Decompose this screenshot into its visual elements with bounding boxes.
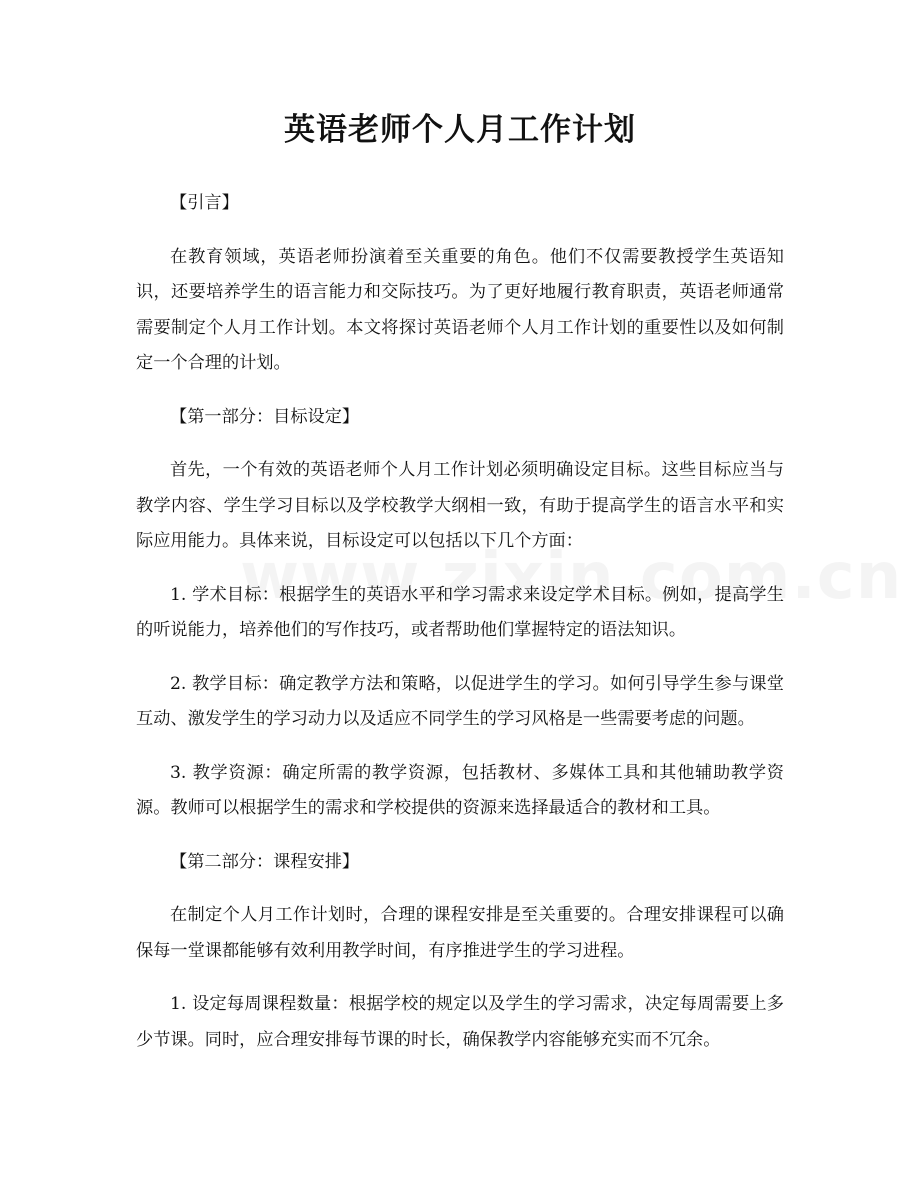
section-heading-schedule: 【第二部分：课程安排】 — [170, 851, 360, 872]
section-heading-goals: 【第一部分：目标设定】 — [170, 406, 360, 427]
section-heading-intro: 【引言】 — [170, 193, 239, 213]
list-item-teaching-resources: 3. 教学资源：确定所需的教学资源，包括教材、多媒体工具和其他辅助教学资源。教师可以根据学生的需求和学校提供的资源来选择最适合的教材和工具。 — [136, 762, 784, 818]
paragraph-schedule: 在制定个人月工作计划时，合理的课程安排是至关重要的。合理安排课程可以确保每一堂课都能够有效利用教学时间，有序推进学生的学习进程。 — [136, 905, 784, 961]
page-title: 英语老师个人月工作计划 — [284, 112, 636, 148]
paragraph-goals: 首先，一个有效的英语老师个人月工作计划必须明确设定目标。这些目标应当与教学内容、学生学习目标以及学校教学大纲相一致，有助于提高学生的语言水平和实际应用能力。具体来说，目标设定可以包括以下几个方面： — [136, 460, 784, 551]
list-item-weekly-classes: 1. 设定每周课程数量：根据学校的规定以及学生的学习需求，决定每周需要上多少节课。同时，应合理安排每节课的时长，确保教学内容能够充实而不冗余。 — [136, 994, 784, 1050]
paragraph-intro: 在教育领域，英语老师扮演着至关重要的角色。他们不仅需要教授学生英语知识，还要培养学生的语言能力和交际技巧。为了更好地履行教育职责，英语老师通常需要制定个人月工作计划。本文将探讨英语老师个人月工作计划的重要性以及如何制定一个合理的计划。 — [136, 246, 784, 373]
document-body — [136, 186, 784, 1076]
list-item-academic-goals: 1. 学术目标：根据学生的英语水平和学习需求来设定学术目标。例如，提高学生的听说能力，培养他们的写作技巧，或者帮助他们掌握特定的语法知识。 — [136, 584, 784, 640]
list-item-teaching-goals: 2. 教学目标：确定教学方法和策略，以促进学生的学习。如何引导学生参与课堂互动、激发学生的学习动力以及适应不同学生的学习风格是一些需要考虑的问题。 — [136, 673, 784, 729]
